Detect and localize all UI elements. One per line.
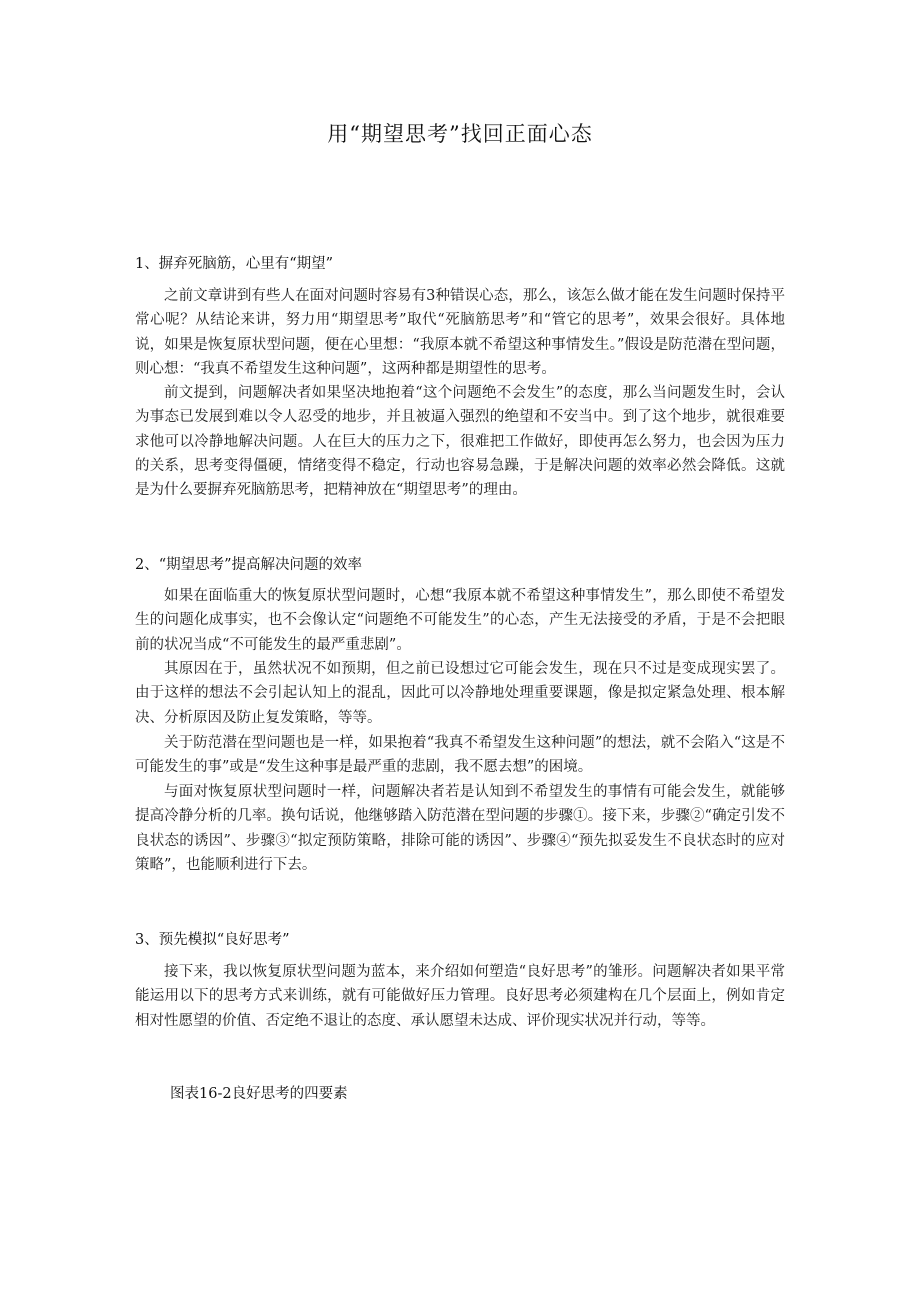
section-1-heading: 1、摒弃死脑筋，心里有“期望” (135, 256, 334, 272)
section-2-paragraph-1: 如果在面临重大的恢复原状型问题时，心想“我原本就不希望这种事情发生”，那么即使不希望发生的问题化成事实，也不会像认定“问题绝不可能发生”的心态，产生无法接受的矛盾，于是不会把眼前的状况当成“不可能发生的最严重悲剧”。 (135, 588, 785, 653)
section-2-paragraph-2: 其原因在于，虽然状况不如预期，但之前已设想过它可能会发生，现在只不过是变成现实罢了。由于这样的想法不会引起认知上的混乱，因此可以冷静地处理重要课题，像是拟定紧急处理、根本解决、分析原因及防止复发策略，等等。 (135, 661, 785, 726)
section-2-paragraph-3: 关于防范潜在型问题也是一样，如果抱着“我真不希望发生这种问题”的想法，就不会陷入“这是不可能发生的事”或是“发生这种事是最严重的悲剧，我不愿去想”的困境。 (135, 735, 785, 776)
figure-caption: 图表16-2良好思考的四要素 (170, 1086, 348, 1102)
section-1-paragraph-1: 之前文章讲到有些人在面对问题时容易有3种错误心态，那么，该怎么做才能在发生问题时保持平常心呢？从结论来讲，努力用“期望思考”取代“死脑筋思考”和“管它的思考”，效果会很好。具体地说，如果是恢复原状型问题，便在心里想：“我原本就不希望这种事情发生。”假设是防范潜在型问题，则心想：“我真不希望发生这种问题”，这两种都是期望性的思考。 (135, 288, 785, 377)
section-3-paragraph-1: 接下来，我以恢复原状型问题为蓝本，来介绍如何塑造“良好思考”的雏形。问题解决者如果平常能运用以下的思考方式来训练，就有可能做好压力管理。良好思考必须建构在几个层面上，例如肯定相对性愿望的价值、否定绝不退让的态度、承认愿望未达成、评价现实状况并行动，等等。 (135, 964, 785, 1029)
page-title: 用“期望思考”找回正面心态 (327, 122, 593, 146)
section-2-paragraph-4: 与面对恢复原状型问题时一样，问题解决者若是认知到不希望发生的事情有可能会发生，就能够提高冷静分析的几率。换句话说，他继够踏入防范潜在型问题的步骤①。接下来，步骤②“确定引发不良状态的诱因”、步骤③“拟定预防策略，排除可能的诱因”、步骤④“预先拟妥发生不良状态时的应对策略”，也能顺利进行下去。 (135, 784, 785, 873)
section-1-paragraph-2: 前文提到，问题解决者如果坚决地抱着“这个问题绝不会发生”的态度，那么当问题发生时，会认为事态已发展到难以令人忍受的地步，并且被逼入强烈的绝望和不安当中。到了这个地步，就很难要求他可以冷静地解决问题。人在巨大的压力之下，很难把工作做好，即使再怎么努力，也会因为压力的关系，思考变得僵硬，情绪变得不稳定，行动也容易急躁，于是解决问题的效率必然会降低。这就是为什么要摒弃死脑筋思考，把精神放在“期望思考”的理由。 (135, 385, 785, 499)
section-2-heading: 2、“期望思考”提高解决问题的效率 (135, 557, 363, 573)
section-3-heading: 3、预先模拟“良好思考” (135, 932, 290, 948)
